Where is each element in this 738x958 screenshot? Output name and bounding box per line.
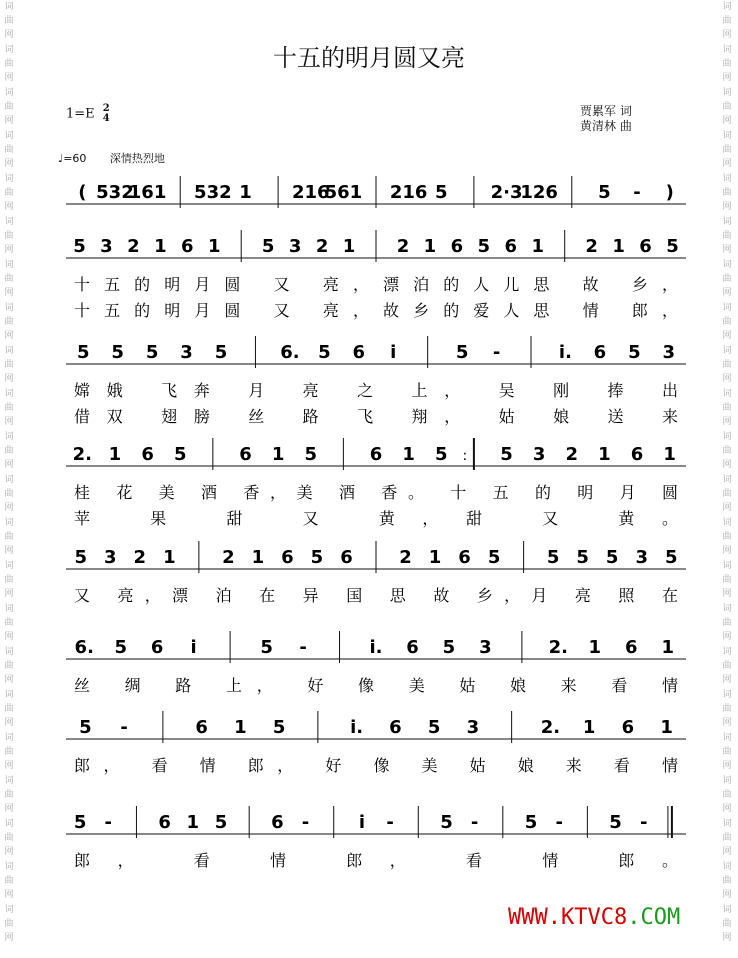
note: 2 (127, 236, 140, 257)
note: 5 (664, 547, 678, 568)
lyric-line: 苹 果 甜 又 黄，甜 又 黄。 (74, 509, 678, 528)
note: i. (558, 342, 572, 363)
note: 1 (342, 236, 356, 257)
note: 6 (450, 236, 464, 257)
note: 2 (565, 444, 579, 465)
note: 1 (154, 236, 167, 257)
note: 5 (173, 444, 187, 465)
note: 5 (609, 812, 622, 833)
note: 6 (195, 717, 208, 738)
lyric-line: 丝 绸 路 上， 好 像 美 姑 娘 来 看 情 (74, 676, 678, 695)
left-watermark-column: 词 曲 网 词 曲 网 词 曲 网 词 曲 网 词 曲 网 词 曲 网 词 曲 网 词 曲 网 词 曲 网 词 曲 网 词 曲 网 词 曲 网 词 曲 网 词 曲 网 词 曲 网 词 曲 网 词 曲 网 词 曲 网 词 曲 网 词 曲 网 词 曲 网 词 曲 网 (4, 2, 14, 943)
note: 6 (458, 547, 471, 568)
note: 5 (214, 812, 228, 833)
note: 5 (74, 547, 88, 568)
note: 5 (434, 182, 448, 203)
note: 6 (352, 342, 366, 363)
note: 2 (315, 236, 329, 257)
note: 5 (76, 342, 90, 363)
note: 5 (79, 717, 92, 738)
note: 5 (500, 444, 513, 465)
note: - (555, 812, 563, 833)
note: 1 (239, 182, 252, 203)
note: 6 (239, 444, 252, 465)
note: 5 (598, 182, 611, 203)
note: 1 (234, 717, 247, 738)
website-main: KTVC8 (560, 905, 628, 930)
note: - (470, 812, 479, 833)
note: 1 (271, 444, 285, 465)
note: 5 (576, 547, 589, 568)
website-suffix: .COM (627, 905, 681, 930)
note: 5 (260, 637, 273, 658)
note: 6 (158, 812, 171, 833)
note: - (633, 182, 641, 203)
note: 2 (222, 547, 235, 568)
note: - (492, 342, 501, 363)
note: 6 (340, 547, 353, 568)
note: 216 (389, 182, 428, 203)
note: - (104, 812, 113, 833)
note: 6 (141, 444, 154, 465)
note: 1 (531, 236, 545, 257)
note: 1 (588, 637, 602, 658)
note: 5 (73, 236, 86, 257)
lyric-line: 嫦娥 飞奔 月 亮 之 上， 吴 刚 捧 出 (74, 381, 678, 400)
note: i (390, 342, 397, 363)
website-prefix: WWW. (508, 905, 561, 930)
note: 5 (73, 812, 87, 833)
note: 6 (406, 637, 419, 658)
note: 6 (630, 444, 644, 465)
note: 3 (479, 637, 492, 658)
composer: 黄清林 曲 (580, 119, 632, 133)
note: 5 (261, 236, 275, 257)
lyric-line: 十五的明月圆 又 亮，故乡的爱人思 情 郎， (74, 301, 679, 320)
tempo-mark: ♩=60 (58, 152, 87, 165)
note: 5 (477, 236, 491, 257)
note: 161 (128, 182, 167, 203)
note: 2. (540, 717, 561, 738)
song-title: 十五的明月圆又亮 (273, 44, 465, 72)
note: 6 (271, 812, 284, 833)
note: 1 (163, 547, 176, 568)
note: 2. (72, 444, 93, 465)
note: 6 (621, 717, 635, 738)
note: 532 (194, 182, 232, 203)
note: 1 (423, 236, 437, 257)
note: 5 (114, 637, 127, 658)
note: i. (369, 637, 383, 658)
note: 6 (639, 236, 652, 257)
note: 6 (625, 637, 638, 658)
note: 5 (434, 444, 448, 465)
note: 216 (291, 182, 330, 203)
note: 1 (612, 236, 625, 257)
note: 2 (585, 236, 598, 257)
note: 3 (104, 547, 117, 568)
note: 5 (214, 342, 228, 363)
note: 1 (251, 547, 265, 568)
note: 1 (402, 444, 415, 465)
note: 532 (96, 182, 134, 203)
lyric-line: 桂 花 美 酒 香，美 酒 香。 十 五 的 明 月 圆 (74, 483, 678, 502)
note: 5 (487, 547, 501, 568)
note: 3 (100, 236, 113, 257)
note: 5 (440, 812, 453, 833)
note: 5 (605, 547, 619, 568)
note: 3 (532, 444, 546, 465)
note: 3 (466, 717, 480, 738)
note: 5 (318, 342, 331, 363)
note: - (386, 812, 394, 833)
note: i (190, 637, 197, 658)
website-watermark (508, 905, 680, 930)
note: 5 (546, 547, 560, 568)
note: 561 (324, 182, 363, 203)
note: 5 (524, 812, 538, 833)
note: 6 (504, 236, 518, 257)
note: 3 (180, 342, 193, 363)
time-bottom: 4 (102, 113, 110, 124)
note: 126 (520, 182, 558, 203)
note: 6 (181, 236, 194, 257)
note: 1 (661, 637, 675, 658)
note: 1 (428, 547, 442, 568)
time-top: 2 (102, 103, 110, 114)
lyric-line: 十五的明月圆 又 亮，漂泊的人儿思 故 乡， (74, 275, 679, 294)
lyric-line: 郎， 看 情 郎， 好 像 美 姑 娘 来 看 情 (74, 756, 678, 775)
note: 2 (396, 236, 410, 257)
note: 1 (663, 444, 676, 465)
lyric-line: 又 亮，漂 泊 在 异 国 思 故 乡，月 亮 照 在 (74, 586, 678, 605)
note: 1 (207, 236, 221, 257)
note: 1 (186, 812, 200, 833)
note: 3 (635, 547, 648, 568)
note: 6. (74, 637, 94, 658)
expression-mark: 深情热烈地 (109, 152, 165, 165)
note: ) (665, 182, 674, 203)
note: 2 (133, 547, 147, 568)
note: - (301, 812, 310, 833)
note: 1 (598, 444, 611, 465)
note: 5 (111, 342, 124, 363)
key-label: 1=E (66, 106, 95, 122)
note: 1 (660, 717, 673, 738)
note: 6. (280, 342, 300, 363)
note: - (639, 812, 648, 833)
note: i. (350, 717, 364, 738)
note: 6 (281, 547, 294, 568)
note: 2. (548, 637, 569, 658)
note: 3 (288, 236, 302, 257)
note: 6 (369, 444, 383, 465)
lyricist: 贾累军 词 (580, 104, 632, 118)
note: i (358, 812, 365, 833)
note: 6 (150, 637, 164, 658)
repeat-dots: : (462, 448, 468, 464)
note: 2·3 (490, 182, 523, 203)
lyric-line: 郎， 看 情 郎， 看 情 郎。 (74, 851, 678, 870)
note: 5 (272, 717, 286, 738)
note: 5 (628, 342, 641, 363)
note: 6 (593, 342, 607, 363)
note: - (299, 637, 307, 658)
note: 3 (662, 342, 676, 363)
note: 2 (399, 547, 412, 568)
note: 5 (304, 444, 318, 465)
note: - (120, 717, 128, 738)
note: 5 (455, 342, 469, 363)
note: 5 (442, 637, 456, 658)
lyric-line: 借双 翅膀 丝 路 飞 翔， 姑 娘 送 来 (74, 407, 678, 426)
note: 5 (427, 717, 441, 738)
note: 1 (582, 717, 596, 738)
right-watermark-column: 词 曲 网 词 曲 网 词 曲 网 词 曲 网 词 曲 网 词 曲 网 词 曲 网 词 曲 网 词 曲 网 词 曲 网 词 曲 网 词 曲 网 词 曲 网 词 曲 网 词 曲 网 词 曲 网 词 曲 网 词 曲 网 词 曲 网 词 曲 网 词 曲 网 词 曲 网 (722, 2, 732, 943)
note: 1 (108, 444, 122, 465)
note: 5 (310, 547, 324, 568)
note: 5 (145, 342, 159, 363)
note: 6 (389, 717, 402, 738)
note: ( (78, 182, 87, 203)
note: 5 (666, 236, 679, 257)
